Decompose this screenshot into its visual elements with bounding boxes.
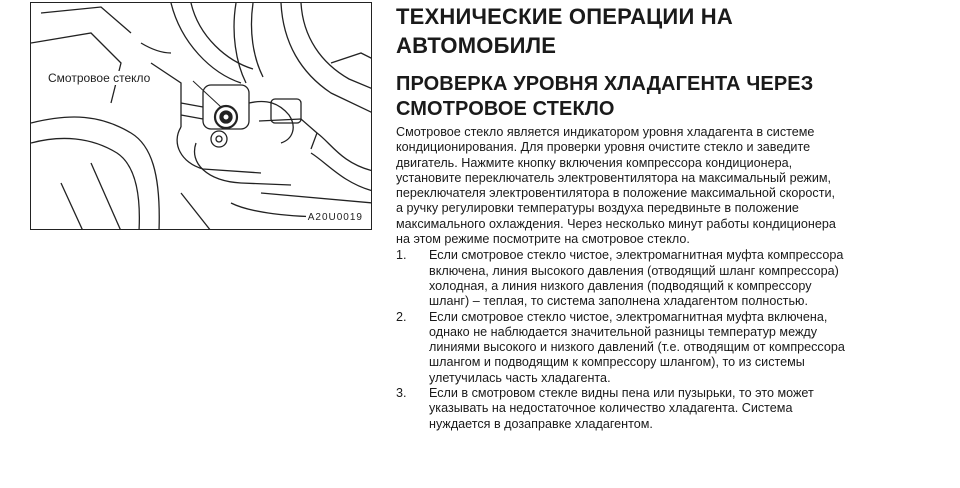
intro-paragraph: [396, 125, 952, 247]
section-title-line-2: СМОТРОВОЕ СТЕКЛО: [396, 98, 615, 120]
section-title-line-1: ПРОВЕРКА УРОВНЯ ХЛАДАГЕНТА ЧЕРЕЗ: [396, 73, 814, 95]
step-line: указывать на недостаточное количество хладагента. Система: [429, 401, 793, 416]
engine-bay-illustration: [30, 2, 372, 230]
intro-line: а ручку регулировки температуры воздуха передвиньте в положение: [396, 201, 799, 216]
step-line: Если в смотровом стекле видны пена или пузырьки, то это может: [429, 386, 814, 401]
sight-glass-callout: Смотровое стекло: [48, 71, 151, 85]
page-title-line-2: АВТОМОБИЛЕ: [396, 33, 557, 58]
article: [396, 0, 952, 432]
step-item: [396, 310, 952, 386]
step-line: линиями высокого и низкого давлений (т.е. отводящим от компрессора: [429, 340, 845, 355]
step-item: [396, 248, 952, 309]
step-line: шлангом и подводящим к компрессору шлангом), то из системы: [429, 355, 805, 370]
step-number: 2.: [396, 309, 407, 324]
intro-line: установите переключатель электровентилятора на максимальный режим,: [396, 170, 832, 185]
step-number: 3.: [396, 386, 407, 401]
page-title-line-1: ТЕХНИЧЕСКИЕ ОПЕРАЦИИ НА: [396, 4, 733, 29]
step-line: Если смотровое стекло чистое, электромагнитная муфта включена,: [429, 309, 828, 324]
step-line: шланг) – теплая, то система заполнена хладагентом полностью.: [429, 294, 808, 309]
step-item: [396, 386, 952, 432]
intro-line: переключателя электровентилятора в положение максимальной скорости,: [396, 186, 835, 201]
engine-drawing: [31, 3, 372, 230]
intro-line: Смотровое стекло является индикатором уровня хладагента в системе: [396, 125, 815, 139]
step-line: холодная, а линия низкого давления (подводящий к компрессору: [429, 278, 812, 293]
page-title: [396, 2, 952, 60]
step-line: включена, линия высокого давления (отводящий шланг компрессора): [429, 263, 839, 278]
step-line: улетучилась часть хладагента.: [429, 370, 611, 385]
steps-list: [396, 248, 952, 432]
step-number: 1.: [396, 248, 407, 263]
intro-line: максимального охлаждения. Через несколько минут работы кондиционера: [396, 216, 836, 231]
figure-code: A20U0019: [307, 212, 363, 223]
section-title: [396, 72, 952, 122]
step-line: нуждается в дозаправке хладагентом.: [429, 416, 653, 431]
intro-line: кондиционирования. Для проверки уровня очистите стекло и заведите: [396, 140, 811, 155]
intro-line: на этом режиме посмотрите на смотровое стекло.: [396, 232, 690, 247]
intro-line: двигатель. Нажмите кнопку включения компрессора кондиционера,: [396, 155, 793, 170]
step-line: Если смотровое стекло чистое, электромагнитная муфта компрессора: [429, 248, 844, 263]
step-line: однако не наблюдается значительной разницы температур между: [429, 324, 818, 339]
